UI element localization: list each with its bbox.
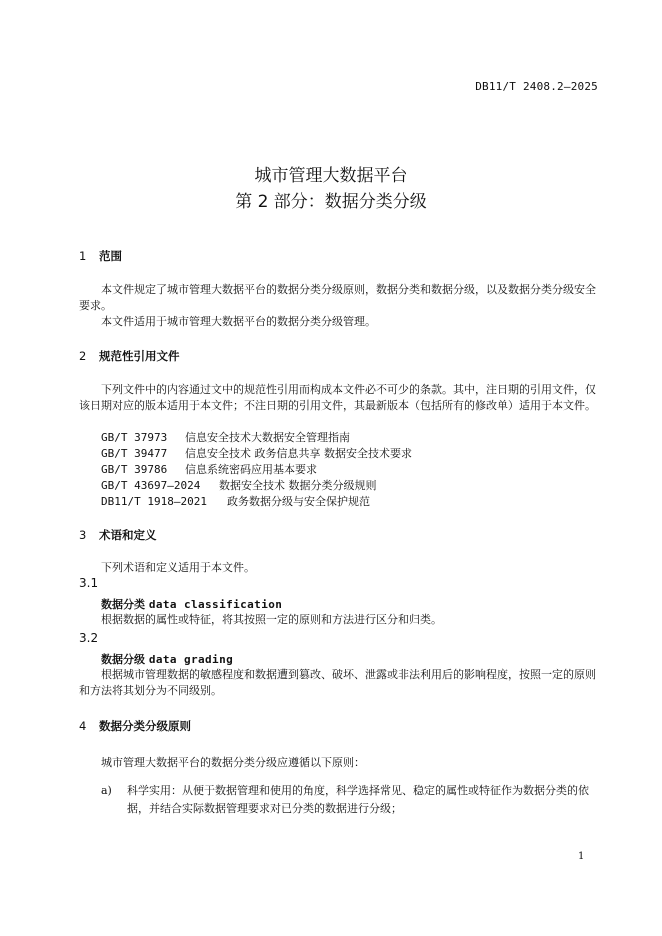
reference-item <box>101 429 350 445</box>
section-title: 规范性引用文件 <box>99 349 180 363</box>
reference-title: 信息系统密码应用基本要求 <box>185 463 317 476</box>
term-number: 3.1 <box>79 576 99 590</box>
section-number: 4 <box>79 719 87 733</box>
term-name-zh: 数据分级 <box>101 653 145 666</box>
principles-intro: 城市管理大数据平台的数据分类分级应遵循以下原则： <box>101 756 365 769</box>
term-name <box>101 596 282 612</box>
term-name-en: data classification <box>148 598 283 611</box>
term-name-en: data grading <box>148 653 234 666</box>
reference-item <box>101 461 317 477</box>
section-number: 2 <box>79 349 87 363</box>
term-name <box>101 651 233 667</box>
reference-code: GB/T 39786 <box>101 463 168 476</box>
section-number: 3 <box>79 528 87 542</box>
terms-intro: 下列术语和定义适用于本文件。 <box>101 561 255 574</box>
reference-code: GB/T 37973 <box>101 431 168 444</box>
reference-title: 政务数据分级与安全保护规范 <box>227 495 370 508</box>
reference-item <box>101 493 370 509</box>
list-item-text: 科学实用：从便于数据管理和使用的角度，科学选择常见、稳定的属性或特征作为数据分类的依据，并结合实际数据管理要求对已分类的数据进行分级； <box>127 784 589 815</box>
section-heading-3 <box>79 527 157 543</box>
section-title: 数据分类分级原则 <box>99 719 191 733</box>
reference-title: 信息安全技术 政务信息共享 数据安全技术要求 <box>185 447 412 460</box>
page-number: 1 <box>578 851 585 862</box>
reference-item <box>101 477 377 493</box>
reference-code: GB/T 43697—2024 <box>101 479 201 492</box>
term-number: 3.2 <box>79 631 99 645</box>
document-title-line-1: 城市管理大数据平台 <box>254 166 408 186</box>
section-heading-2 <box>79 348 180 364</box>
section-heading-1 <box>79 248 122 264</box>
reference-code: DB11/T 1918—2021 <box>101 495 207 508</box>
scope-paragraph-1: 本文件规定了城市管理大数据平台的数据分类分级原则，数据分类和数据分级，以及数据分类分级安全要求。 <box>79 283 596 312</box>
reference-title: 数据安全技术 数据分类分级规则 <box>219 479 377 492</box>
section-title: 术语和定义 <box>99 528 157 542</box>
reference-item <box>101 445 412 461</box>
term-definition: 根据数据的属性或特征，将其按照一定的原则和方法进行区分和归类。 <box>101 613 442 626</box>
term-definition: 根据城市管理数据的敏感程度和数据遭到篡改、破坏、泄露或非法利用后的影响程度，按照一定的原则和方法将其划分为不同级别。 <box>79 668 596 697</box>
reference-code: GB/T 39477 <box>101 447 168 460</box>
document-number: DB11/T 2408.2—2025 <box>475 80 598 93</box>
section-heading-4 <box>79 718 191 734</box>
scope-paragraph-2: 本文件适用于城市管理大数据平台的数据分类分级管理。 <box>101 315 376 328</box>
term-name-zh: 数据分类 <box>101 598 145 611</box>
document-title-line-2: 第 2 部分：数据分类分级 <box>235 192 427 212</box>
section-title: 范围 <box>99 249 122 263</box>
list-item-label: a) <box>101 784 112 797</box>
list-item <box>101 782 599 818</box>
section-number: 1 <box>79 249 87 263</box>
references-paragraph: 下列文件中的内容通过文中的规范性引用而构成本文件必不可少的条款。其中，注日期的引用文件，仅该日期对应的版本适用于本文件；不注日期的引用文件，其最新版本（包括所有的修改单）适用于本文件。 <box>79 383 596 412</box>
reference-title: 信息安全技术大数据安全管理指南 <box>185 431 350 444</box>
